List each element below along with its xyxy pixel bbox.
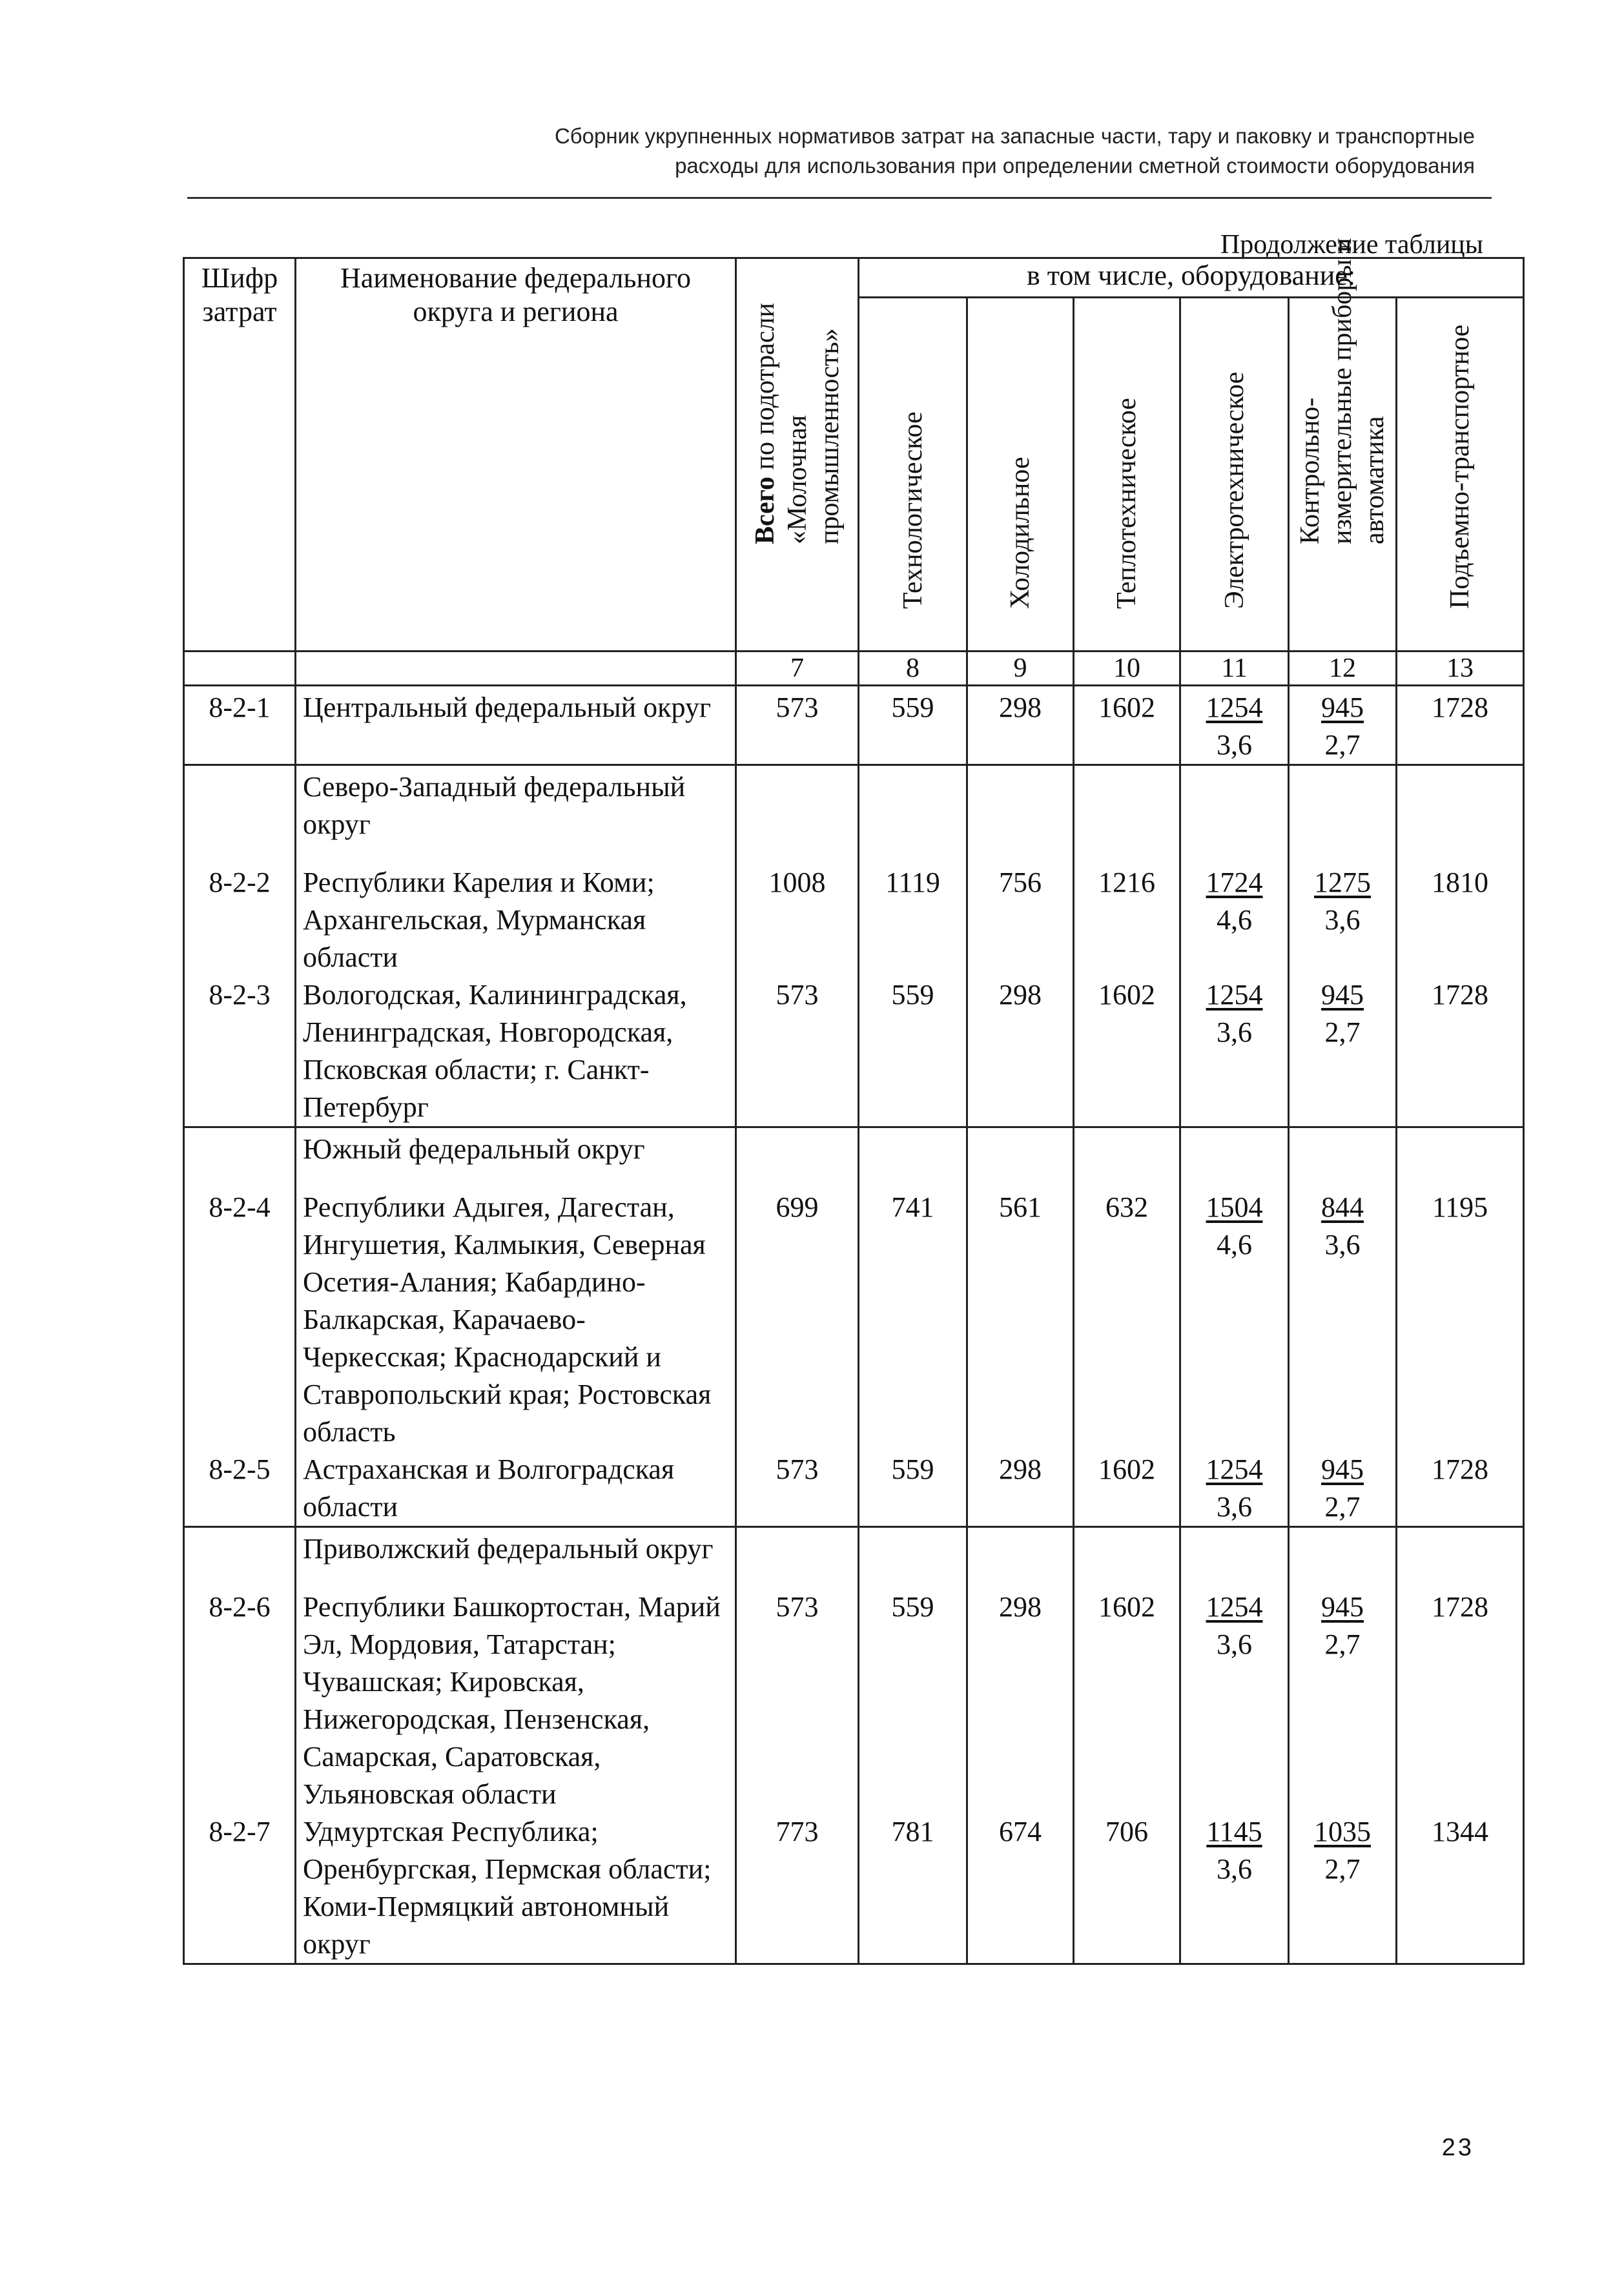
cell-empty — [1074, 1127, 1180, 1180]
cell-empty — [1180, 1127, 1289, 1180]
fraction-value — [1206, 1189, 1263, 1264]
cell-value-12 — [1289, 1813, 1397, 1964]
cell-value-11 — [1180, 855, 1289, 976]
cell-value-12 — [1289, 1451, 1397, 1527]
cell-empty — [859, 1527, 967, 1580]
header-divider — [187, 197, 1492, 199]
cell-value-7: 573 — [736, 976, 859, 1127]
cell-value-9: 298 — [967, 976, 1074, 1127]
header-instrumentation: Контрольно- измерительные приборы и автоматика — [1289, 298, 1397, 652]
cell-value-11 — [1180, 686, 1289, 765]
cell-code: 8-2-1 — [184, 686, 296, 765]
cell-empty — [967, 1127, 1074, 1180]
cell-value-10: 1602 — [1074, 1579, 1180, 1813]
cell-empty — [1289, 765, 1397, 856]
fraction-numerator: 1504 — [1206, 1191, 1263, 1223]
fraction-denominator: 3,6 — [1217, 1628, 1252, 1660]
header-total: Всего по подотрасли «Молочная промышленность» — [736, 258, 859, 652]
cell-value-11 — [1180, 1579, 1289, 1813]
cell-value-13: 1728 — [1397, 1579, 1524, 1813]
fraction-value — [1206, 1813, 1262, 1888]
cell-empty — [736, 765, 859, 856]
cell-value-8: 559 — [859, 1579, 967, 1813]
header-line-1: Сборник укрупненных нормативов затрат на запасные части, тару и паковку и транспортные — [554, 124, 1475, 148]
table-row — [184, 1813, 1524, 1964]
cell-code — [184, 1127, 296, 1180]
cell-value-8: 781 — [859, 1813, 967, 1964]
cell-value-8: 741 — [859, 1180, 967, 1451]
fraction-denominator: 2,7 — [1324, 1016, 1361, 1048]
cell-value-11 — [1180, 1451, 1289, 1527]
cell-code: 8-2-5 — [184, 1451, 296, 1527]
cell-region-name: Республики Адыгея, Дагестан, Ингушетия, Калмыкия, Северная Осетия-Алания; Кабардино-Балкарская, Карачаево-Черкесская; Краснодарский и Ставропольский края; Ростовская область — [296, 1180, 736, 1451]
header-lifting-transport: Подъемно-транспортное — [1397, 298, 1524, 652]
fraction-denominator: 2,7 — [1324, 1853, 1361, 1885]
colnum-7: 7 — [736, 652, 859, 686]
cell-value-7: 1008 — [736, 855, 859, 976]
fraction-value — [1314, 1813, 1371, 1888]
cell-value-11 — [1180, 1180, 1289, 1451]
cell-value-8: 1119 — [859, 855, 967, 976]
cell-value-10: 1216 — [1074, 855, 1180, 976]
header-technological: Технологическое — [859, 298, 967, 652]
cell-value-13: 1344 — [1397, 1813, 1524, 1964]
cell-value-10: 1602 — [1074, 976, 1180, 1127]
cell-region-name: Центральный федеральный округ — [296, 686, 736, 765]
fraction-numerator: 945 — [1321, 1453, 1364, 1485]
fraction-denominator: 3,6 — [1217, 1491, 1252, 1523]
table-row — [184, 976, 1524, 1127]
fraction-value — [1321, 1451, 1364, 1526]
cell-empty — [1180, 1527, 1289, 1580]
cell-value-8: 559 — [859, 1451, 967, 1527]
header-name: Наименование федерального округа и региона — [296, 258, 736, 652]
table-row — [184, 1180, 1524, 1451]
cell-value-7: 573 — [736, 1579, 859, 1813]
fraction-denominator: 3,6 — [1217, 1016, 1252, 1048]
colnum-12: 12 — [1289, 652, 1397, 686]
fraction-denominator: 2,7 — [1324, 1491, 1361, 1523]
page-number: 23 — [1441, 2134, 1474, 2161]
cell-value-11 — [1180, 976, 1289, 1127]
fraction-numerator: 1724 — [1206, 867, 1263, 898]
cell-empty — [967, 1527, 1074, 1580]
cell-empty — [1180, 765, 1289, 856]
colnum-name-blank — [296, 652, 736, 686]
cell-region-name: Республики Карелия и Коми; Архангельская, Мурманская области — [296, 855, 736, 976]
cell-value-10: 706 — [1074, 1813, 1180, 1964]
cell-value-10: 632 — [1074, 1180, 1180, 1451]
header-code: Шифр затрат — [184, 258, 296, 652]
fraction-numerator: 844 — [1321, 1191, 1364, 1223]
cell-empty — [736, 1127, 859, 1180]
district-heading-row — [184, 765, 1524, 856]
cell-region-name: Вологодская, Калининградская, Ленинградская, Новгородская, Псковская области; г. Санкт-Петербург — [296, 976, 736, 1127]
fraction-value — [1314, 864, 1371, 939]
cell-value-11 — [1180, 1813, 1289, 1964]
cell-value-12 — [1289, 976, 1397, 1127]
fraction-numerator: 945 — [1321, 979, 1364, 1011]
cell-code — [184, 765, 296, 856]
cell-value-7: 573 — [736, 686, 859, 765]
fraction-value — [1321, 1189, 1364, 1264]
cell-empty — [859, 765, 967, 856]
header-equipment-group: в том числе, оборудование: — [859, 258, 1524, 298]
cell-empty — [1289, 1127, 1397, 1180]
cell-value-9: 561 — [967, 1180, 1074, 1451]
cell-empty — [967, 765, 1074, 856]
colnum-8: 8 — [859, 652, 967, 686]
fraction-numerator: 945 — [1321, 1591, 1364, 1623]
fraction-numerator: 1145 — [1206, 1816, 1262, 1847]
cell-value-7: 699 — [736, 1180, 859, 1451]
district-heading-row — [184, 1127, 1524, 1180]
header-line-2: расходы для использования при определении сметной стоимости оборудования — [675, 154, 1475, 178]
fraction-denominator: 2,7 — [1324, 1628, 1361, 1660]
cell-value-8: 559 — [859, 686, 967, 765]
colnum-9: 9 — [967, 652, 1074, 686]
fraction-value — [1206, 1588, 1263, 1663]
fraction-numerator: 1254 — [1206, 979, 1263, 1011]
table-row — [184, 1579, 1524, 1813]
cell-value-9: 756 — [967, 855, 1074, 976]
cell-value-13: 1728 — [1397, 1451, 1524, 1527]
fraction-value — [1321, 1588, 1364, 1663]
cell-value-13: 1195 — [1397, 1180, 1524, 1451]
cell-value-13: 1728 — [1397, 686, 1524, 765]
fraction-denominator: 4,6 — [1217, 1229, 1252, 1260]
cell-district-heading: Южный федеральный округ — [296, 1127, 736, 1180]
cell-code — [184, 1527, 296, 1580]
table-row — [184, 686, 1524, 765]
cell-empty — [736, 1527, 859, 1580]
cell-empty — [1074, 765, 1180, 856]
table-continuation-label: Продолжение таблицы — [1220, 230, 1483, 260]
colnum-10: 10 — [1074, 652, 1180, 686]
fraction-numerator: 1254 — [1206, 1453, 1263, 1485]
cell-value-9: 674 — [967, 1813, 1074, 1964]
cell-empty — [859, 1127, 967, 1180]
fraction-denominator: 3,6 — [1324, 904, 1361, 936]
fraction-value — [1321, 976, 1364, 1051]
district-heading-row — [184, 1527, 1524, 1580]
table-row — [184, 1451, 1524, 1527]
cell-value-8: 559 — [859, 976, 967, 1127]
cell-code: 8-2-6 — [184, 1579, 296, 1813]
fraction-numerator: 945 — [1321, 692, 1364, 723]
fraction-value — [1206, 976, 1263, 1051]
cell-value-12 — [1289, 855, 1397, 976]
cell-empty — [1289, 1527, 1397, 1580]
table-body — [184, 686, 1524, 1964]
cell-empty — [1074, 1527, 1180, 1580]
fraction-numerator: 1254 — [1206, 692, 1263, 723]
cell-code: 8-2-2 — [184, 855, 296, 976]
fraction-denominator: 4,6 — [1217, 904, 1252, 936]
cell-region-name: Астраханская и Волгоградская области — [296, 1451, 736, 1527]
fraction-value — [1321, 689, 1364, 764]
colnum-13: 13 — [1397, 652, 1524, 686]
cell-district-heading: Северо-Западный федеральный округ — [296, 765, 736, 856]
cell-value-7: 773 — [736, 1813, 859, 1964]
cell-district-heading: Приволжский федеральный округ — [296, 1527, 736, 1580]
cell-region-name: Республики Башкортостан, Марий Эл, Мордовия, Татарстан; Чувашская; Кировская, Нижегородская, Пензенская, Самарская, Саратовская, Ульяновская области — [296, 1579, 736, 1813]
header-refrigeration: Холодильное — [967, 298, 1074, 652]
cell-empty — [1397, 1527, 1524, 1580]
cell-value-12 — [1289, 686, 1397, 765]
cell-value-9: 298 — [967, 686, 1074, 765]
colnum-code-blank — [184, 652, 296, 686]
fraction-denominator: 3,6 — [1324, 1229, 1361, 1260]
cell-empty — [1397, 765, 1524, 856]
cell-value-13: 1810 — [1397, 855, 1524, 976]
fraction-denominator: 3,6 — [1217, 729, 1252, 761]
cell-value-12 — [1289, 1180, 1397, 1451]
document-header — [248, 121, 1475, 181]
cell-value-9: 298 — [967, 1579, 1074, 1813]
cell-value-12 — [1289, 1579, 1397, 1813]
cell-code: 8-2-7 — [184, 1813, 296, 1964]
fraction-value — [1206, 689, 1263, 764]
fraction-numerator: 1035 — [1314, 1816, 1371, 1847]
cell-value-9: 298 — [967, 1451, 1074, 1527]
fraction-denominator: 3,6 — [1217, 1853, 1252, 1885]
fraction-value — [1206, 1451, 1263, 1526]
colnum-11: 11 — [1180, 652, 1289, 686]
cell-value-13: 1728 — [1397, 976, 1524, 1127]
cell-value-10: 1602 — [1074, 686, 1180, 765]
header-electrical: Электротехническое — [1180, 298, 1289, 652]
cell-region-name: Удмуртская Республика; Оренбургская, Пермская области; Коми-Пермяцкий автономный округ — [296, 1813, 736, 1964]
table-row — [184, 855, 1524, 976]
cell-value-10: 1602 — [1074, 1451, 1180, 1527]
fraction-denominator: 2,7 — [1324, 729, 1361, 761]
fraction-value — [1206, 864, 1263, 939]
fraction-numerator: 1275 — [1314, 867, 1371, 898]
header-heat-engineering: Теплотехническое — [1074, 298, 1180, 652]
fraction-numerator: 1254 — [1206, 1591, 1263, 1623]
cell-empty — [1397, 1127, 1524, 1180]
cell-code: 8-2-3 — [184, 976, 296, 1127]
cell-value-7: 573 — [736, 1451, 859, 1527]
cell-code: 8-2-4 — [184, 1180, 296, 1451]
